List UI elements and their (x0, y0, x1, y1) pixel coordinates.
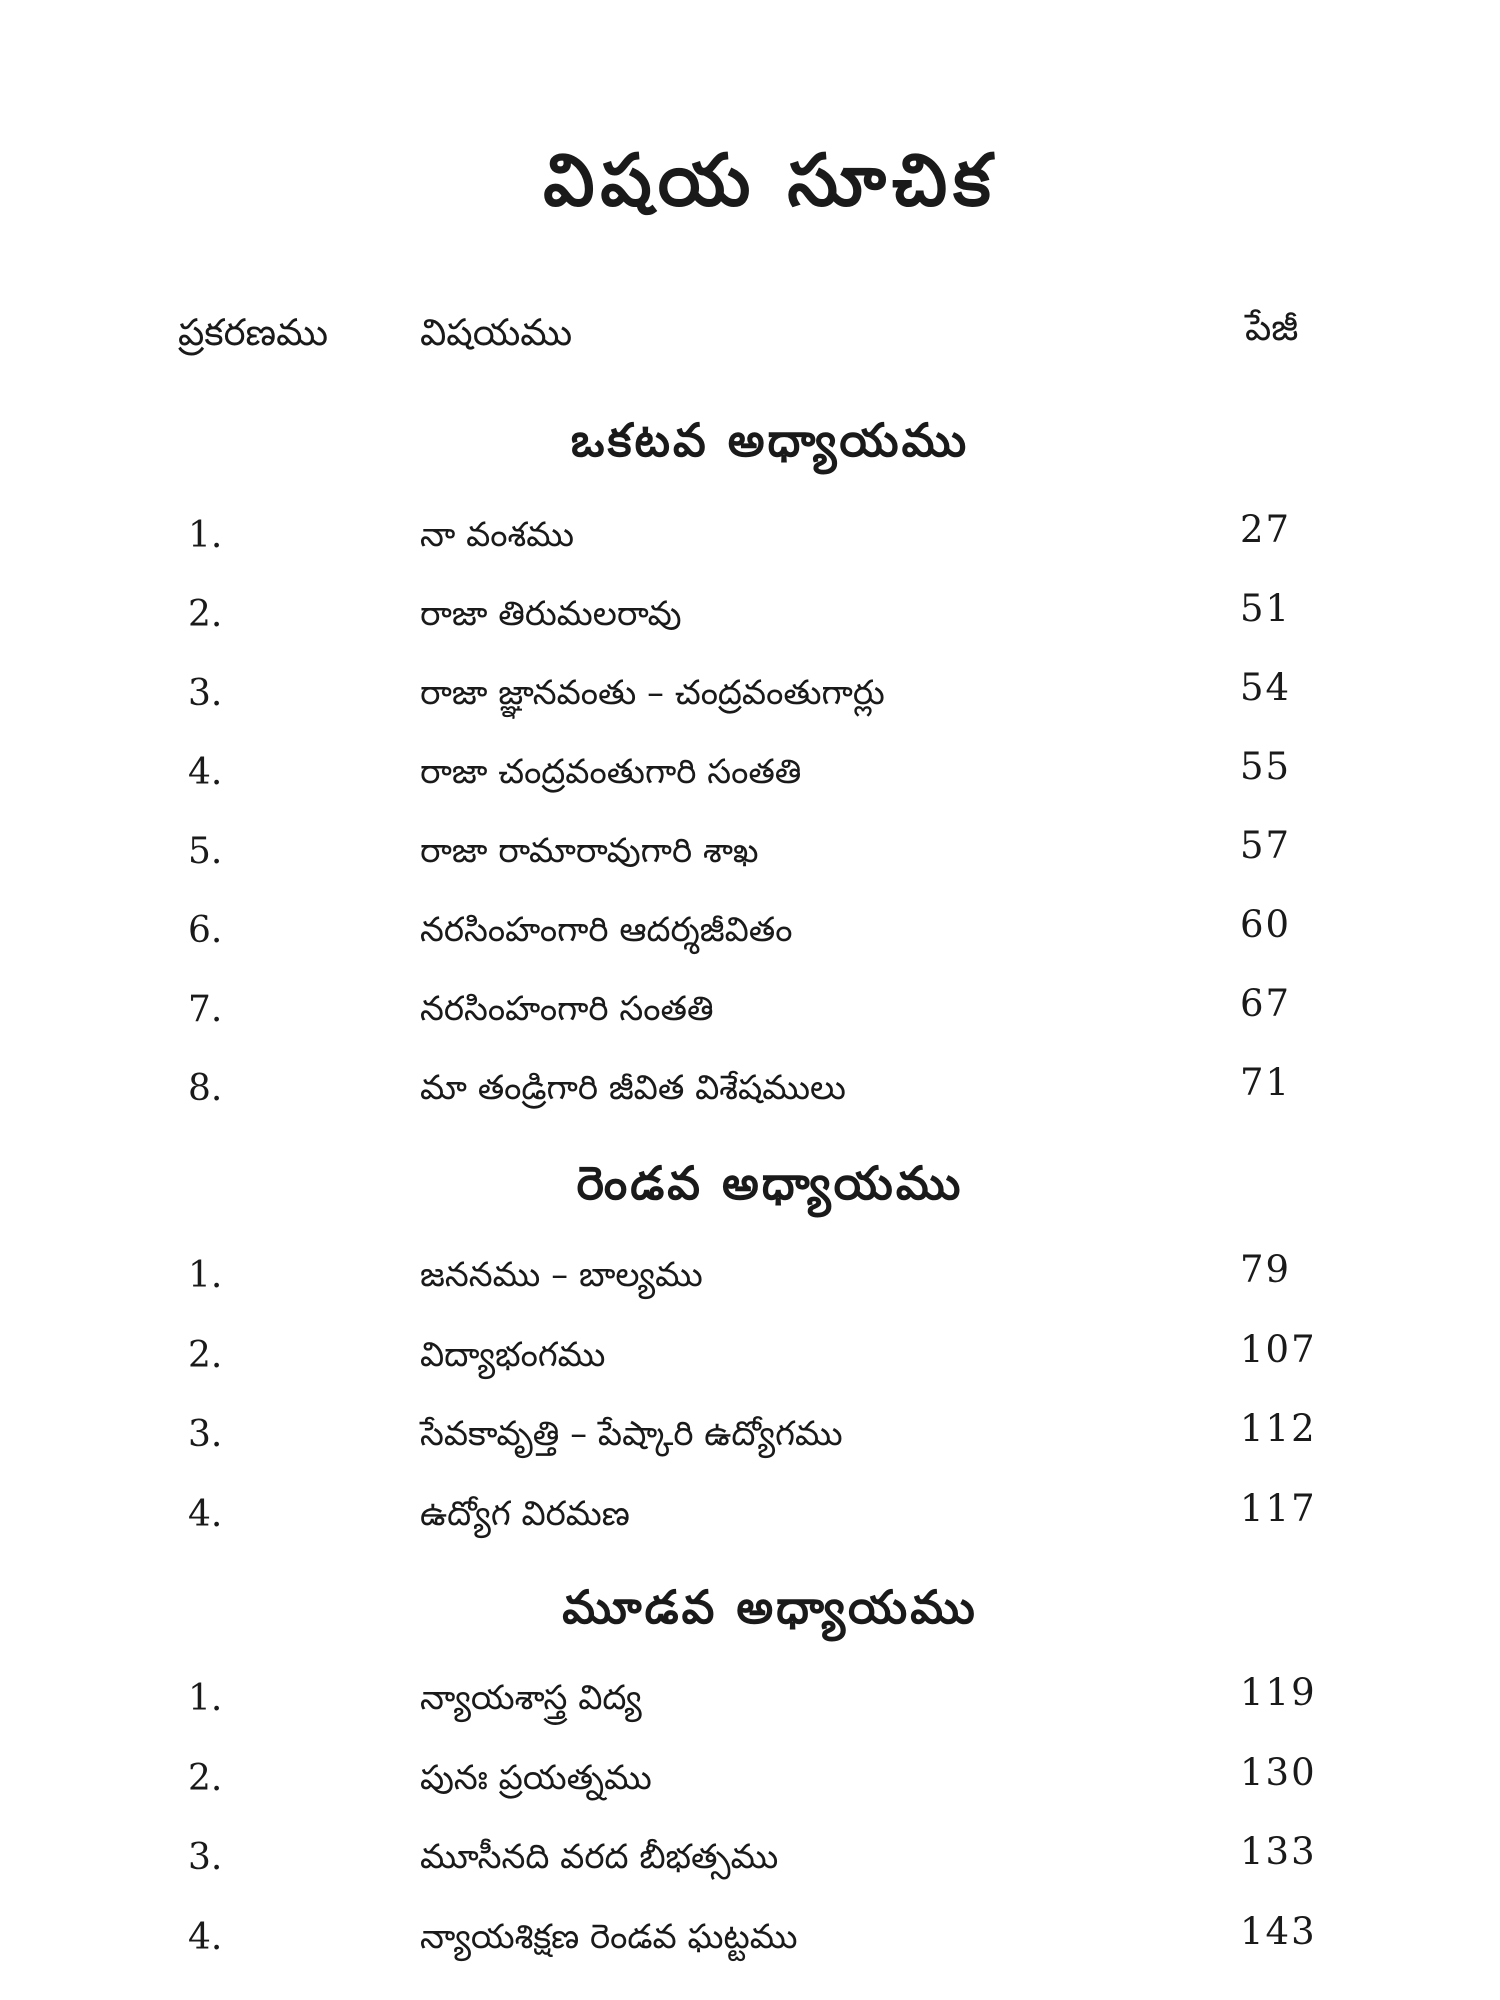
list-item (0, 900, 1500, 960)
list-item (0, 1404, 1500, 1464)
page-title: విషయ సూచిక (543, 138, 997, 222)
list-item (0, 1668, 1500, 1728)
entry-topic: నా వంశము (420, 515, 574, 555)
entry-number: 6. (188, 910, 223, 951)
entry-topic: న్యాయశిక్షణ రెండవ ఘట్టము (420, 1917, 798, 1957)
entry-number: 3. (188, 673, 223, 714)
entry-number: 5. (188, 831, 223, 872)
entry-number: 4. (188, 1917, 223, 1958)
entry-number: 4. (188, 1494, 223, 1535)
entry-number: 2. (188, 594, 223, 635)
entry-page: 60 (1240, 903, 1292, 946)
entry-page: 107 (1240, 1328, 1317, 1371)
entry-topic: సేవకావృత్తి – పేష్కారి ఉద్యోగము (420, 1414, 843, 1454)
entry-page: 79 (1240, 1248, 1292, 1291)
list-item (0, 1245, 1500, 1305)
list-item (0, 1484, 1500, 1544)
entry-topic: జననము – బాల్యము (420, 1255, 703, 1295)
entry-topic: మూసీనది వరద బీభత్సము (420, 1837, 779, 1877)
column-header-chapter: ప్రకరణము (178, 311, 329, 354)
entry-topic: రాజా రామారావుగారి శాఖ (420, 831, 759, 871)
list-item (0, 584, 1500, 644)
entry-page: 71 (1240, 1061, 1292, 1104)
entry-topic: విద్యాభంగము (420, 1335, 606, 1375)
entry-topic: రాజా తిరుమలరావు (420, 594, 682, 634)
entry-number: 4. (188, 752, 223, 793)
entry-page: 112 (1240, 1407, 1317, 1450)
entry-number: 7. (188, 989, 223, 1030)
entry-page: 55 (1240, 745, 1292, 788)
entry-page: 57 (1240, 824, 1292, 867)
chapter-title-3: మూడవ అధ్యాయము (562, 1580, 978, 1634)
chapter-title-1: ఒకటవ అధ్యాయము (570, 413, 970, 467)
list-item (0, 979, 1500, 1039)
entry-number: 1. (188, 1255, 223, 1296)
entry-number: 3. (188, 1837, 223, 1878)
entry-topic: న్యాయశాస్త్ర విద్య (420, 1678, 642, 1718)
entry-page: 117 (1240, 1487, 1317, 1530)
column-header-subject: విషయము (420, 311, 573, 354)
entry-topic: రాజా చంద్రవంతుగారి సంతతి (420, 752, 802, 792)
entry-topic: నరసింహంగారి సంతతి (420, 989, 714, 1029)
entry-topic: పునః ప్రయత్నము (420, 1758, 652, 1798)
list-item (0, 1325, 1500, 1385)
list-item (0, 1058, 1500, 1118)
list-item (0, 1827, 1500, 1887)
entry-number: 1. (188, 1678, 223, 1719)
entry-topic: ఉద్యోగ విరమణ (420, 1494, 630, 1534)
entry-number: 3. (188, 1414, 223, 1455)
list-item (0, 821, 1500, 881)
entry-page: 143 (1240, 1910, 1317, 1953)
chapter-title-2: రెండవ అధ్యాయము (576, 1156, 964, 1210)
entry-page: 119 (1240, 1671, 1317, 1714)
entry-page: 54 (1240, 666, 1292, 709)
entry-page: 67 (1240, 982, 1292, 1025)
list-item (0, 1748, 1500, 1808)
entry-number: 2. (188, 1758, 223, 1799)
entry-page: 27 (1240, 508, 1292, 551)
entry-number: 2. (188, 1335, 223, 1376)
column-header-page: పేజీ (1245, 306, 1299, 349)
entry-page: 51 (1240, 587, 1292, 630)
entry-page: 130 (1240, 1751, 1317, 1794)
entry-topic: రాజా జ్ఞానవంతు – చంద్రవంతుగార్లు (420, 673, 885, 713)
list-item (0, 663, 1500, 723)
entry-number: 1. (188, 515, 223, 556)
entry-topic: నరసింహంగారి ఆదర్శజీవితం (420, 910, 793, 950)
entry-topic: మా తండ్రిగారి జీవిత విశేషములు (420, 1068, 846, 1108)
list-item (0, 742, 1500, 802)
list-item (0, 1907, 1500, 1967)
entry-page: 133 (1240, 1830, 1317, 1873)
entry-number: 8. (188, 1068, 223, 1109)
list-item (0, 505, 1500, 565)
